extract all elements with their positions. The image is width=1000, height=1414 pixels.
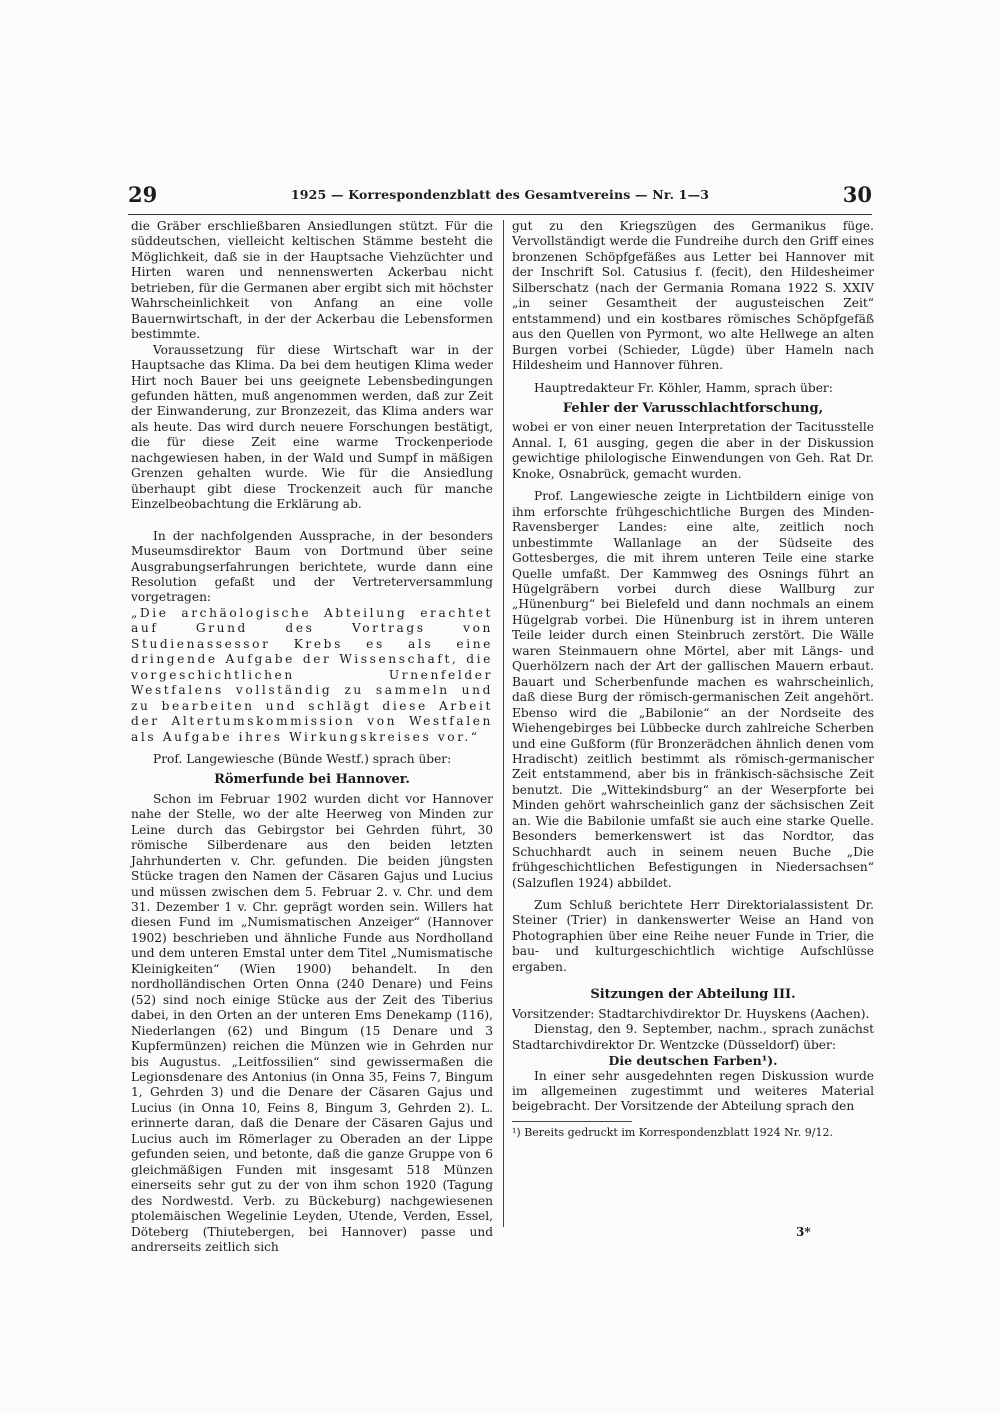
paragraph: die Gräber erschließbaren Ansiedlungen stützt. Für die süddeutschen, vielleicht keltischen Stämme besteht die Möglichkeit, daß sie in der Hauptsache Viehzüchter und Hirten waren und nennenswerten Ackerbau nicht betrieben, für die Germanen aber ergibt sich mit höchster Wahrscheinlichkeit von Anfang an eine volle Bauernwirtschaft, in der der Ackerbau die Lebensformen bestimmte.	[131, 219, 493, 342]
paragraph: Schon im Februar 1902 wurden dicht vor Hannover nahe der Stelle, wo der alte Heerweg von Minden zur Leine durch das Gebirgstor bei Gehrden führt, 30 römische Silberdenare aus den beiden letzten Jahrhunderten v. Chr. gefunden. Die beiden jüngsten Stücke tragen den Namen der Cäsaren Gajus und Lucius und müssen zwischen dem 5. Februar 2. v. Chr. und dem 31. Dezember 1 v. Chr. geprägt worden sein. Willers hat diesen Fund im „Numismatischen Anzeiger“ (Hannover 1902) beschrieben und ähnliche Funde aus Nordholland und dem unteren Emstal unter dem Titel „Numismatische Kleinigkeiten“ (Wien 1900) behandelt. In den nordholländischen Orten Onna (240 Denare) und Feins (52) sind noch einige Stücke aus der Zeit des Tiberius dabei, in den Orten an der unteren Ems Denekamp (116), Niederlangen (62) und Bingum (15 Denare und 3 Kupfermünzen) reichen die Münzen wie in Gehrden nur bis Augustus. „Leitfossilien“ sind gewissermaßen die Legionsdenare des Antonius (in Onna 35, Feins 7, Bingum 1, Gehrden 3) und die Denare der Cäsaren Gajus und Lucius (in Onna 10, Feins 8, Bingum 3, Gehrden 2). L. erinnerte daran, daß die Denare der Cäsaren Gajus und Lucius auch im Römerlager zu Oberaden an der Lippe gefunden seien, und betonte, daß die ganze Gruppe von 6 gleichmäßigen Funden mit insgesamt 518 Münzen einerseits sehr gut zu der von ihm schon 1920 (Tagung des Nordwestd. Verb. zu Bückeburg) nachgewiesenen ptolemäischen Wegelinie Leyden, Utende, Verden, Essel, Döteberg (Thiutebergen, bei Hannover) passe und andrerseits zeitlich sich	[131, 791, 493, 1254]
footnote-rule	[512, 1121, 632, 1122]
header-title: 1925 — Korrespondenzblatt des Gesamtvereins — Nr. 1—3	[290, 187, 710, 202]
signature-mark: 3*	[796, 1225, 811, 1239]
paragraph: Zum Schluß berichtete Herr Direktorialassistent Dr. Steiner (Trier) in dankenswerter Weise an Hand von Photographien über eine Reihe neuer Funde in Trier, die bau- und kulturgeschichtlich wichtige Aufschlüsse ergaben.	[512, 898, 874, 974]
page-number-left: 29	[128, 182, 158, 207]
paragraph: gut zu den Kriegszügen des Germanikus füge. Vervollständigt werde die Fundreihe durch den Griff eines bronzenen Schöpfgefäßes aus Letter bei Hannover mit der Inschrift Sol. Catusius f. (fecit), den Hildesheimer Silberschatz (nach der Germania Romana 1922 S. XXIV „in seiner Gesamtheit der augusteischen Zeit“ entstammend) und ein kostbares römisches Schöpfgefäß aus den Quellen von Pyrmont, wo alte Hellwege an alten Burgen vorbei (Schieder, Lügde) über Hameln nach Hildesheim und Hannover führen.	[512, 219, 874, 373]
section-heading: Sitzungen der Abteilung III.	[590, 987, 796, 1003]
column-divider	[503, 220, 504, 1227]
left-column	[131, 219, 493, 1255]
paragraph: Hauptredakteur Fr. Köhler, Hamm, sprach über:	[534, 380, 833, 395]
footnote: ¹) Bereits gedruckt im Korrespondenzblatt 1924 Nr. 9/12.	[512, 1125, 833, 1139]
right-column	[512, 219, 874, 1140]
paragraph: In einer sehr ausgedehnten regen Diskussion wurde im allgemeinen zugestimmt und weiteres Material beigebracht. Der Vorsitzende der Abteilung sprach den	[512, 1068, 874, 1114]
paragraph: Dienstag, den 9. September, nachm., sprach zunächst Stadtarchivdirektor Dr. Wentzcke (Düsseldorf) über:	[512, 1022, 874, 1052]
paragraph: wobei er von einer neuen Interpretation der Tacitusstelle Annal. I, 61 ausging, gegen die aber in der Diskussion gewichtige philologische Einwendungen von Geh. Rat Dr. Knoke, Osnabrück, gemacht wurden.	[512, 420, 874, 481]
section-heading: Fehler der Varusschlachtforschung,	[562, 400, 824, 416]
paragraph: Prof. Langewiesche (Bünde Westf.) sprach über:	[153, 751, 452, 766]
paragraph: In der nachfolgenden Aussprache, in der besonders Museumsdirektor Baum von Dortmund über seine Ausgrabungserfahrungen berichtete, wurde dann eine Resolution gefaßt und der Vertreterversammlung vorgetragen:	[131, 528, 493, 605]
running-header	[128, 182, 872, 222]
header-rule	[128, 214, 872, 215]
resolution-quote: „Die archäologische Abteilung erachtet auf Grund des Vortrags von Studienassessor Krebs es als eine dringende Aufgabe der Wissenschaft, die vorgeschichtlichen Urnenfelder Westfalens vollständig zu sammeln und zu bearbeiten und schlägt diese Arbeit der Altertumskommission von Westfalen als Aufgabe ihres Wirkungskreises vor.“	[131, 605, 493, 744]
page-number-right: 30	[842, 182, 872, 207]
paragraph: Prof. Langewiesche zeigte in Lichtbildern einige von ihm erforschte frühgeschichtliche Burgen des Minden-Ravensberger Landes: eine alte, zeitlich noch unbestimmte Wallanlage an der Südseite des Gottesberges, die mit ihrem unteren Teile eine starke Quelle umfaßt. Der Kammweg des Osnings führt an Hügelgräbern vorbei durch diese Wallburg zur „Hünenburg“ bei Bielefeld und dann nochmals an einem Hügelgrab vorbei. Die Hünenburg ist in ihrem unteren Teile leider durch einen Steinbruch zerstört. Die Wälle waren Steinmauern ohne Mörtel, aber mit Längs- und Querhölzern nach der Art der gallischen Mauern erbaut. Bauart und Scherbenfunde machen es wahrscheinlich, daß diese Burg der römisch-germanischen Zeit angehört. Ebenso wird die „Babilonie“ an der Nordseite des Wiehengebirges bei Lübbecke durch zahlreiche Scherben und eine Gußform (für Bronzerädchen ähnlich denen vom Hradischt) zeitlich bestimmt als römisch-germanischer Zeit entstammend, aber bis in fränkisch-sächsische Zeit benutzt. Die „Wittekindsburg“ an der Weserpforte bei Minden gehört wahrscheinlich ganz der sächsischen Zeit an. Wie die Babilonie umfaßt sie auch eine starke Quelle. Besonders bemerkenswert ist das Nordtor, das Schuchhardt auch in seinem neuen Buche „Die frühgeschichtlichen Befestigungen in Niedersachsen“ (Salzuflen 1924) abbildet.	[512, 489, 874, 890]
chair-line: Vorsitzender: Stadtarchivdirektor Dr. Huyskens (Aachen).	[512, 1006, 870, 1021]
talk-title: Die deutschen Farben¹).	[608, 1053, 778, 1069]
paragraph: Voraussetzung für diese Wirtschaft war in der Hauptsache das Klima. Da bei dem heutigen Klima weder Hirt noch Bauer bei uns geeignete Lebensbedingungen gefunden hätten, muß angenommen werden, daß zur Zeit der Einwanderung, zur Bronzezeit, das Klima anders war als heute. Das wird durch neuere Forschungen bestätigt, die für diese Zeit eine warme Trockenperiode nachgewiesen haben, in der Wald und Sumpf in mäßigen Grenzen gehalten wurde. Wie für die Ansiedlung überhaupt gibt diese Trockenzeit auch für manche Einzelbeobachtung die Erklärung ab.	[131, 342, 493, 512]
section-heading: Römerfunde bei Hannover.	[214, 772, 410, 788]
